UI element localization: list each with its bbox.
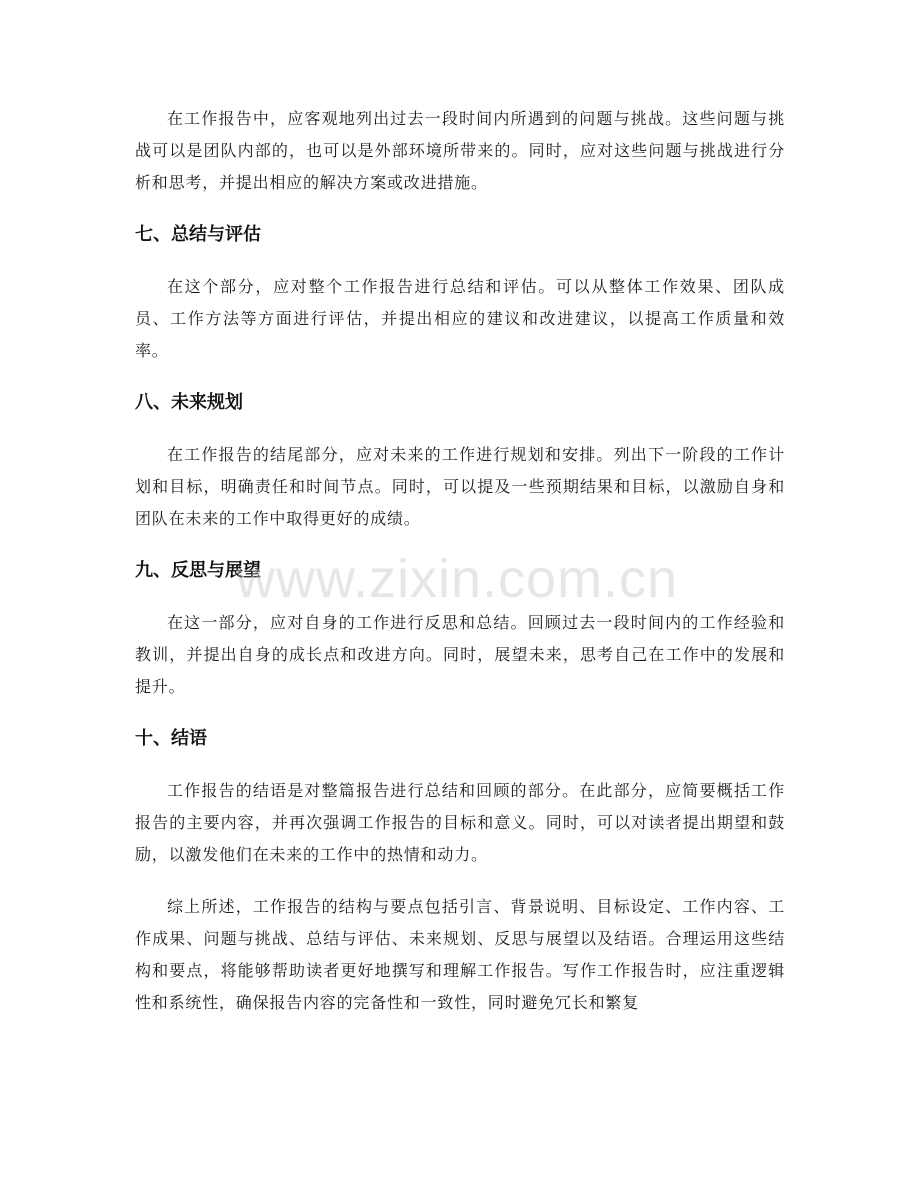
- section-heading-future-plan: 八、未来规划: [135, 392, 243, 413]
- intro-paragraph: 在工作报告中，应客观地列出过去一段时间内所遇到的问题与挑战。这些问题与挑战可以是团队内部的，也可以是外部环境所带来的。同时，应对这些问题与挑战进行分析和思考，并提出相应的解决方案或改进措施。: [135, 109, 785, 192]
- document-body: [135, 103, 785, 1019]
- section-heading-reflection-outlook: 九、反思与展望: [135, 560, 261, 581]
- section-paragraph-conclusion: 工作报告的结语是对整篇报告进行总结和回顾的部分。在此部分，应简要概括工作报告的主要内容，并再次强调工作报告的目标和意义。同时，可以对读者提出期望和鼓励，以激发他们在未来的工作中的热情和动力。: [135, 781, 785, 864]
- section-heading-conclusion: 十、结语: [135, 728, 207, 749]
- section-heading-summary-evaluation: 七、总结与评估: [135, 224, 261, 245]
- closing-paragraph: 综上所述，工作报告的结构与要点包括引言、背景说明、目标设定、工作内容、工作成果、问题与挑战、总结与评估、未来规划、反思与展望以及结语。合理运用这些结构和要点，将能够帮助读者更好地撰写和理解工作报告。写作工作报告时，应注重逻辑性和系统性，确保报告内容的完备性和一致性，同时避免冗长和繁复: [135, 897, 785, 1012]
- section-paragraph-future-plan: 在工作报告的结尾部分，应对未来的工作进行规划和安排。列出下一阶段的工作计划和目标，明确责任和时间节点。同时，可以提及一些预期结果和目标，以激励自身和团队在未来的工作中取得更好的成绩。: [135, 445, 785, 528]
- section-paragraph-reflection-outlook: 在这一部分，应对自身的工作进行反思和总结。回顾过去一段时间内的工作经验和教训，并提出自身的成长点和改进方向。同时，展望未来，思考自己在工作中的发展和提升。: [135, 613, 785, 696]
- section-paragraph-summary-evaluation: 在这个部分，应对整个工作报告进行总结和评估。可以从整体工作效果、团队成员、工作方法等方面进行评估，并提出相应的建议和改进建议，以提高工作质量和效率。: [135, 277, 785, 360]
- watermark-text: www.zixin.com.cn: [236, 549, 679, 609]
